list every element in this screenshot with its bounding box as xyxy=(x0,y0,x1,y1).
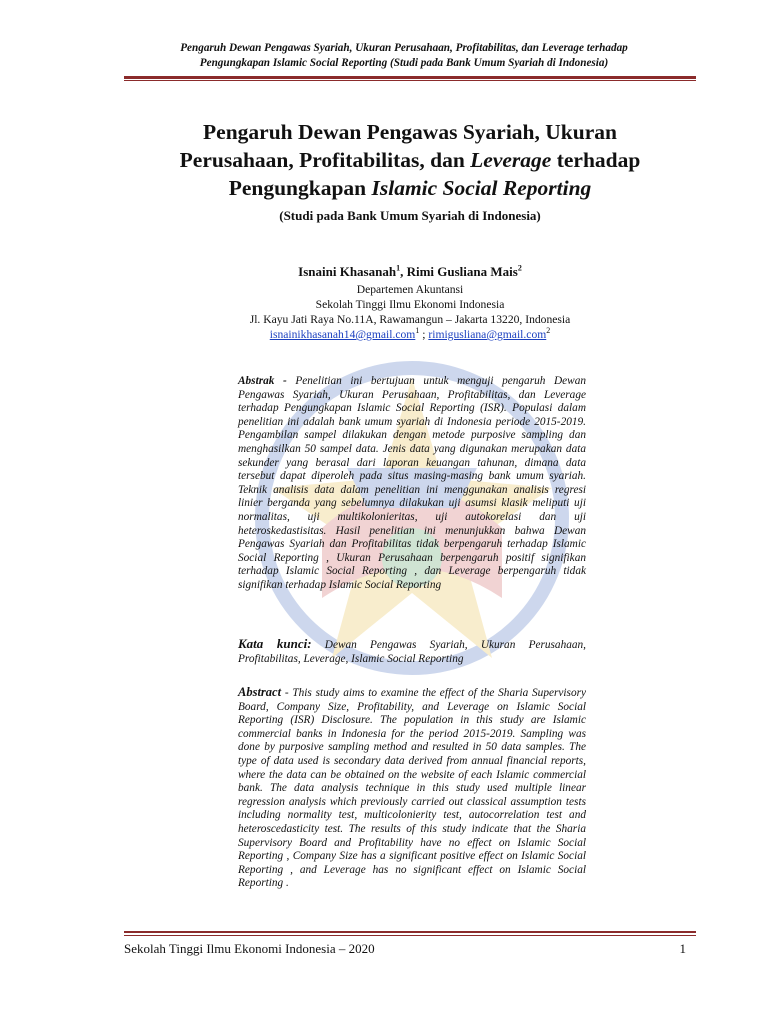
abstract-text: - This study aims to examine the effect of the Sharia Supervisory Board, Company Size, Profitability, and Leverage on Islamic Social Reporting (ISR) Disclosure. The population in this study are Islamic commercial banks in Indonesia for the period 2015-2019. Sampling was done by purposive sampling method and resulted in 50 data samples. The type of data used is secondary data derived from annual financial reports, where the data can be obtained on the website of each Islamic commercial bank. The data analysis technique in this study used multiple linear regression analysis which previously carried out classical assumption tests including normality test, multicolonierity test, autocorrelation test and heteroscedasticity test. The results of this study indicate that the Sharia Supervisory Board and Profitability have no effect on Islamic Social Reporting , Company Size has a significant positive effect on Islamic Social Reporting , and Leverage has no significant effect on Islamic Social Reporting . xyxy=(238,687,586,890)
page-number: 1 xyxy=(679,941,686,956)
footer-rule xyxy=(124,931,696,933)
department: Departemen Akuntansi xyxy=(356,283,464,296)
email-link-1[interactable]: isnainikhasanah14@gmail.com xyxy=(269,328,416,341)
running-header xyxy=(124,41,684,71)
kata-kunci-lead: Kata kunci: xyxy=(238,636,312,651)
author-2: Rimi Gusliana Mais xyxy=(406,264,518,279)
title-line2: Perusahaan, Profitabilitas, dan Leverage terhadap xyxy=(179,148,641,172)
title-line1: Pengaruh Dewan Pengawas Syariah, Ukuran xyxy=(203,120,617,144)
footer-institution: Sekolah Tinggi Ilmu Ekonomi Indonesia – 2020 xyxy=(124,941,375,956)
abstrak-lead: Abstrak - xyxy=(238,375,287,387)
author-emails: isnainikhasanah14@gmail.com$^1$ ; rimigusliana@gmail.com$^2$ xyxy=(269,326,551,341)
address: Jl. Kayu Jati Raya No.11A, Rawamangun – Jakarta 13220, Indonesia xyxy=(249,313,571,326)
title-line3: Pengungkapan Islamic Social Reporting xyxy=(228,176,592,200)
paper-subtitle: (Studi pada Bank Umum Syariah di Indonesia) xyxy=(279,208,541,223)
abstrak-text: Penelitian ini bertujuan untuk menguji pengaruh Dewan Pengawas Syariah, Ukuran Perusahaan, Profitabilitas, dan Leverage terhadap Pengungkapan Islamic Social Reporting (ISR). Populasi dalam penelitian ini adalah bank umum syariah di Indonesia periode 2015-2019. Pengambilan sampel dilakukan dengan metode purposive sampling dan menghasilkan 50 sampel data. Jenis data yang digunakan merupakan data sekunder yang berasal dari laporan keuangan tahunan, dimana data tersebut dapat diperoleh pada situs masing-masing bank umum syariah. Teknik analisis data dalam penelitian ini menggunakan analisis regresi linier berganda yang sebelumnya dilakukan uji asumsi klasik meliputi uji normalitas, uji multikolonieritas, uji autokorelasi dan uji heteroskedastisitas. Hasil penelitian ini menunjukkan bahwa Dewan Pengawas Syariah dan Profitabilitas tidak berpengaruh terhadap Islamic Social Reporting , Ukuran Perusahaan berpengaruh positif signifikan terhadap Islamic Social Reporting , dan Leverage berpengaruh tidak signifikan terhadap Islamic Social Reporting xyxy=(238,375,586,591)
header-rule xyxy=(124,76,696,79)
paper-title xyxy=(124,118,696,202)
kata-kunci-text: Dewan Pengawas Syariah, Ukuran Perusahaan, Profitabilitas, Leverage, Islamic Social Reporting xyxy=(238,639,586,665)
abstrak-indonesian xyxy=(238,375,586,593)
running-header-line1: Pengaruh Dewan Pengawas Syariah, Ukuran Perusahaan, Profitabilitas, dan Leverage terhadap xyxy=(180,42,628,54)
affiliation xyxy=(124,282,696,327)
abstract-lead: Abstract xyxy=(238,685,282,699)
abstract-english xyxy=(238,686,586,891)
running-header-line2: Pengungkapan Islamic Social Reporting (Studi pada Bank Umum Syariah di Indonesia) xyxy=(199,57,609,69)
author-1: Isnaini Khasanah xyxy=(298,264,397,279)
email-link-2[interactable]: rimigusliana@gmail.com xyxy=(428,328,547,341)
kata-kunci xyxy=(238,637,586,666)
institution: Sekolah Tinggi Ilmu Ekonomi Indonesia xyxy=(315,298,505,311)
author-list: Isnaini Khasanah$^1$, Rimi Gusliana Mais$^2$ xyxy=(298,263,522,279)
